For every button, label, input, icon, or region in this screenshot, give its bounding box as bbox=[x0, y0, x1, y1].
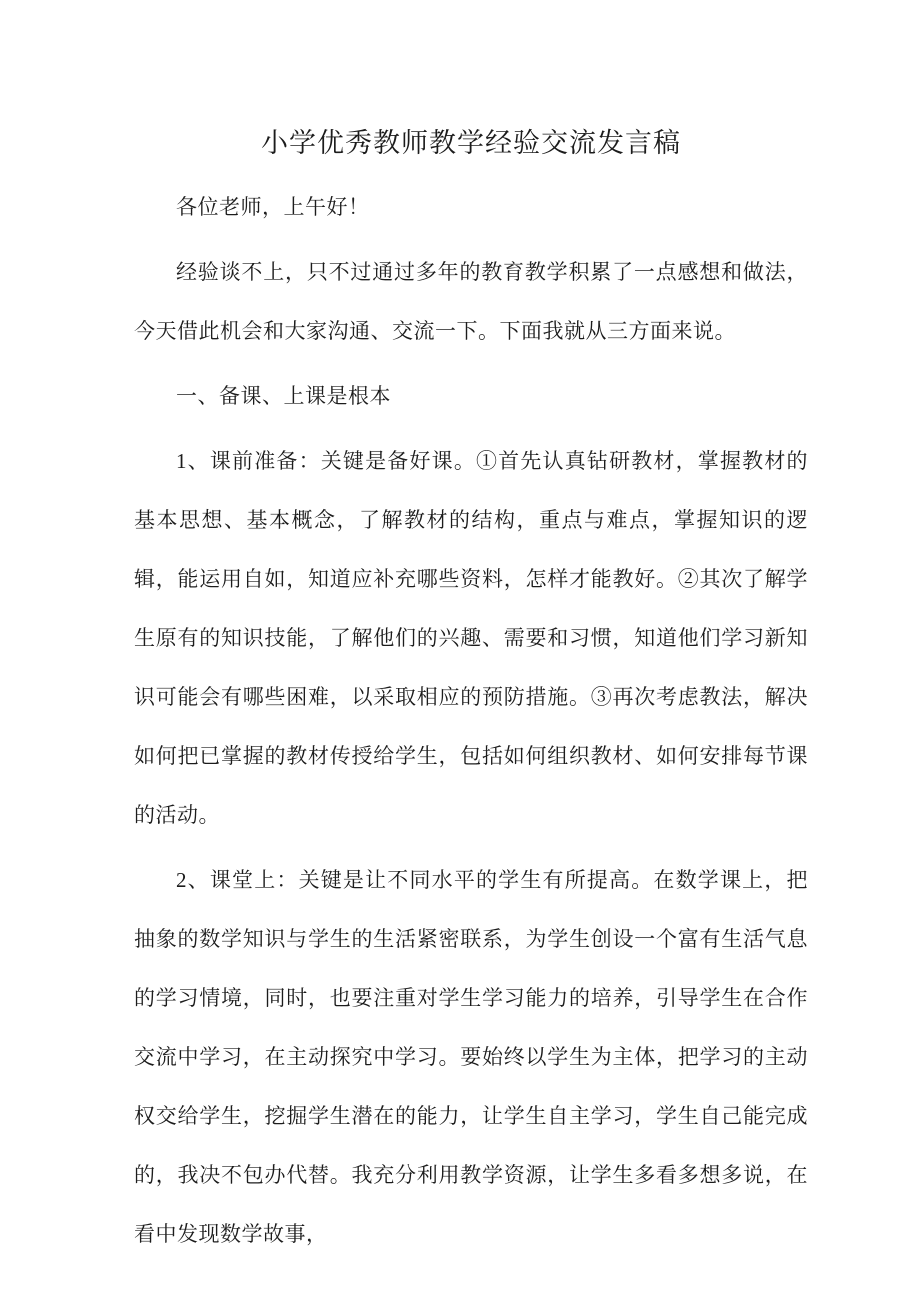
paragraph: 一、备课、上课是根本 bbox=[176, 384, 391, 408]
paragraph: 1、课前准备：关键是备好课。①首先认真钻研教材，掌握教材的基本思想、基本概念，了解教材的结构，重点与难点，掌握知识的逻辑，能运用自如，知道应补充哪些资料，怎样才能教好。②其次了解学生原有的知识技能，了解他们的兴趣、需要和习惯，知道他们学习新知识可能会有哪些困难，以采取相应的预防措施。③再次考虑教法，解决如何把已掌握的教材传授给学生，包括如何组织教材、如何安排每节课的活动。 bbox=[134, 449, 808, 827]
document-title: 小学优秀教师教学经验交流发言稿 bbox=[261, 128, 681, 158]
paragraph: 各位老师，上午好！ bbox=[176, 195, 370, 219]
document-body bbox=[134, 178, 808, 1264]
paragraph: 2、课堂上：关键是让不同水平的学生有所提高。在数学课上，把抽象的数学知识与学生的生活紧密联系，为学生创设一个富有生活气息的学习情境，同时，也要注重对学生学习能力的培养，引导学生在合作交流中学习，在主动探究中学习。要始终以学生为主体，把学习的主动权交给学生，挖掘学生潜在的能力，让学生自主学习，学生自己能完成的，我决不包办代替。我充分利用教学资源，让学生多看多想多说，在看中发现数学故事， bbox=[134, 868, 808, 1246]
paragraph: 经验谈不上，只不过通过多年的教育教学积累了一点感想和做法，今天借此机会和大家沟通、交流一下。下面我就从三方面来说。 bbox=[134, 260, 808, 343]
